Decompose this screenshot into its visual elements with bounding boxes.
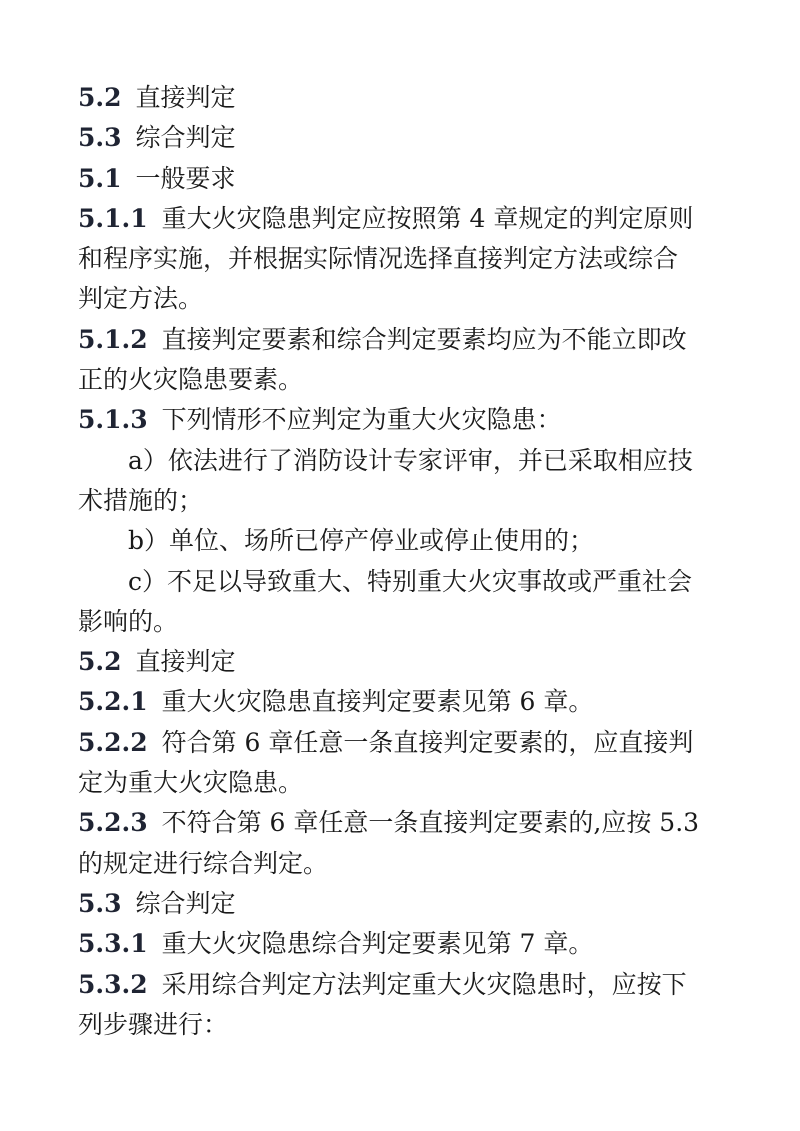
text-line <box>78 844 738 884</box>
heading-5-2-toc <box>78 78 738 118</box>
clause-number: 5.3 <box>78 123 122 153</box>
clause-text: a）依法进行了消防设计专家评审，并已采取相应技 <box>128 445 693 475</box>
clause-number: 5.1.1 <box>78 203 148 233</box>
document-page <box>78 78 738 1045</box>
heading-5-3-toc <box>78 118 738 158</box>
clause-text: 判定方法。 <box>78 284 204 314</box>
clause-text: 采用综合判定方法判定重大火灾隐患时，应按下 <box>161 969 687 999</box>
list-item-b <box>78 521 738 561</box>
clause-5-3-2 <box>78 965 738 1005</box>
text-line <box>78 763 738 803</box>
clause-number: 5.1.3 <box>78 405 148 435</box>
clause-number: 5.3.1 <box>78 929 148 959</box>
clause-number: 5.2 <box>78 647 122 677</box>
clause-text: 重大火灾隐患直接判定要素见第 6 章。 <box>161 687 594 717</box>
list-item-a <box>78 441 738 481</box>
heading-5-1 <box>78 159 738 199</box>
clause-text: 列步骤进行： <box>78 1009 229 1039</box>
clause-text: 正的火灾隐患要素。 <box>78 365 304 395</box>
clause-5-1-3 <box>78 400 738 440</box>
heading-5-3 <box>78 884 738 924</box>
clause-5-1-1 <box>78 199 738 239</box>
text-line <box>78 481 738 521</box>
clause-number: 5.2.2 <box>78 727 148 757</box>
clause-text: c）不足以导致重大、特别重大火灾事故或严重社会 <box>128 566 693 596</box>
clause-text: 重大火灾隐患判定应按照第 4 章规定的判定原则 <box>161 203 694 233</box>
text-line <box>78 602 738 642</box>
clause-text: 重大火灾隐患综合判定要素见第 7 章。 <box>161 929 594 959</box>
text-line <box>78 360 738 400</box>
clause-5-2-3 <box>78 803 738 843</box>
clause-number: 5.3.2 <box>78 969 148 999</box>
clause-number: 5.2.3 <box>78 808 148 838</box>
clause-text: 直接判定要素和综合判定要素均应为不能立即改 <box>161 324 687 354</box>
clause-text: 影响的。 <box>78 606 179 636</box>
clause-text: 直接判定 <box>135 83 236 112</box>
clause-number: 5.2.1 <box>78 687 148 717</box>
clause-number: 5.1 <box>78 163 122 193</box>
clause-5-2-1 <box>78 682 738 722</box>
clause-text: 下列情形不应判定为重大火灾隐患： <box>161 405 562 435</box>
clause-text: 直接判定 <box>135 647 236 677</box>
heading-5-2 <box>78 642 738 682</box>
clause-text: 一般要求 <box>135 163 236 193</box>
clause-number: 5.3 <box>78 888 122 918</box>
clause-number: 5.1.2 <box>78 324 148 354</box>
clause-5-3-1 <box>78 924 738 964</box>
clause-text: 符合第 6 章任意一条直接判定要素的，应直接判 <box>161 727 694 757</box>
clause-5-1-2 <box>78 320 738 360</box>
clause-text: 综合判定 <box>135 888 236 918</box>
clause-text: 的规定进行综合判定。 <box>78 848 329 878</box>
clause-text: 不符合第 6 章任意一条直接判定要素的,应按 5.3 <box>161 808 700 838</box>
clause-text: 术措施的； <box>78 485 204 515</box>
clause-text: b）单位、场所已停产停业或停止使用的； <box>128 526 595 556</box>
clause-5-2-2 <box>78 723 738 763</box>
clause-number: 5.2 <box>78 83 122 112</box>
list-item-c <box>78 562 738 602</box>
text-line <box>78 239 738 279</box>
text-line <box>78 1005 738 1045</box>
clause-text: 和程序实施，并根据实际情况选择直接判定方法或综合 <box>78 244 679 274</box>
clause-text: 综合判定 <box>135 123 236 153</box>
clause-text: 定为重大火灾隐患。 <box>78 768 304 798</box>
text-line <box>78 279 738 319</box>
